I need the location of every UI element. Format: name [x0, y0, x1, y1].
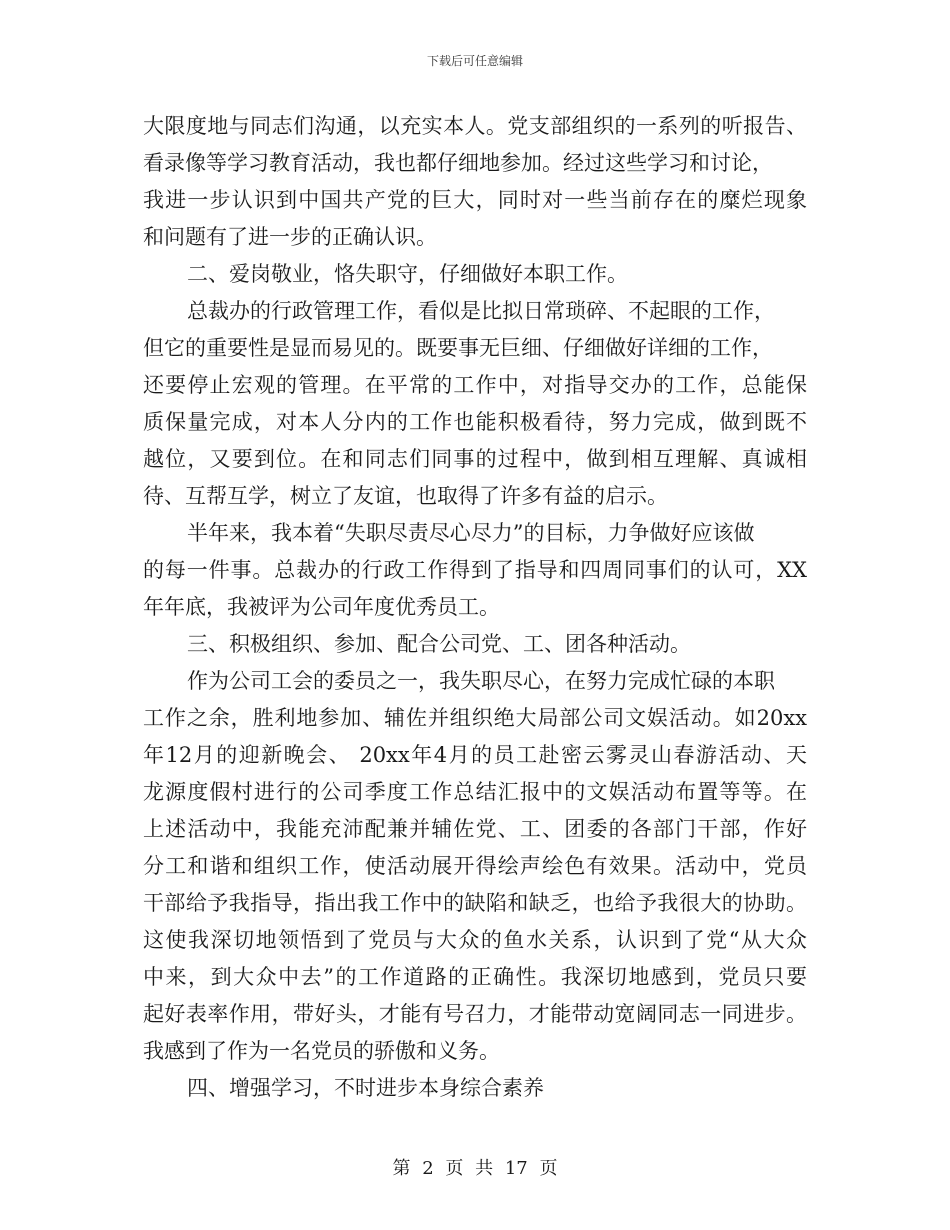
text-line: 看录像等学习教育活动，我也都仔细地参加。经过这些学习和讨论， [143, 151, 773, 175]
text-line: 年年底，我被评为公司年度优秀员工。 [143, 595, 500, 619]
section-heading: 三、积极组织、参加、配合公司党、工、团各种活动。 [187, 632, 691, 656]
text-line: 越位，又要到位。在和同志们同事的过程中，做到相互理解、真诚相 [143, 447, 807, 471]
text-line: 上述活动中，我能充沛配兼并辅佐党、工、团委的各部门干部，作好 [143, 817, 807, 841]
text-line: 中来，到大众中去”的工作道路的正确性。我深切地感到，党员只要 [143, 965, 807, 989]
text-line: 待、互帮互学，树立了友谊，也取得了许多有益的启示。 [143, 484, 668, 508]
text-line: 这使我深切地领悟到了党员与大众的鱼水关系，认识到了党“从大众 [143, 928, 807, 952]
text-line: 大限度地与同志们沟通，以充实本人。党支部组织的一系列的听报告、 [143, 114, 807, 138]
text-line: 的每一件事。总裁办的行政工作得到了指导和四周同事们的认可，XX [143, 558, 807, 582]
text-line: 干部给予我指导，指出我工作中的缺陷和缺乏，也给予我很大的协助。 [143, 891, 807, 915]
text-line: 和问题有了进一步的正确认识。 [143, 225, 437, 249]
page-header: 下载后可任意编辑 [426, 54, 523, 68]
text-line: 龙源度假村进行的公司季度工作总结汇报中的文娱活动布置等等。在 [143, 780, 807, 804]
text-line: 我感到了作为一名党员的骄傲和义务。 [143, 1039, 500, 1063]
text-line: 作为公司工会的委员之一，我失职尽心，在努力完成忙碌的本职 [187, 669, 775, 693]
text-line: 质保量完成，对本人分内的工作也能积极看待，努力完成，做到既不 [143, 410, 807, 434]
section-heading: 二、爱岗敬业，恪失职守，仔细做好本职工作。 [187, 262, 628, 286]
text-line: 分工和谐和组织工作，使活动展开得绘声绘色有效果。活动中，党员 [143, 854, 807, 878]
text-line: 年12月的迎新晚会、 20xx年4月的员工赴密云雾灵山春游活动、天 [143, 743, 807, 767]
text-line: 总裁办的行政管理工作，看似是比拟日常琐碎、不起眼的工作， [187, 299, 775, 323]
text-line: 但它的重要性是显而易见的。既要事无巨细、仔细做好详细的工作， [143, 336, 773, 360]
text-line: 我进一步认识到中国共产党的巨大，同时对一些当前存在的糜烂现象 [143, 188, 807, 212]
text-line: 起好表率作用，带好头，才能有号召力，才能带动宽阔同志一同进步。 [143, 1002, 807, 1026]
text-line: 工作之余，胜利地参加、辅佐并组织绝大局部公司文娱活动。如20xx [143, 706, 807, 730]
section-heading: 四、增强学习，不时进步本身综合素养 [187, 1076, 544, 1100]
text-line: 还要停止宏观的管理。在平常的工作中，对指导交办的工作，总能保 [143, 373, 807, 397]
text-line: 半年来，我本着“失职尽责尽心尽力”的目标，力争做好应该做 [187, 521, 755, 545]
document-body [143, 108, 807, 1107]
page-footer: 第 2 页 共 17 页 [392, 1158, 558, 1179]
